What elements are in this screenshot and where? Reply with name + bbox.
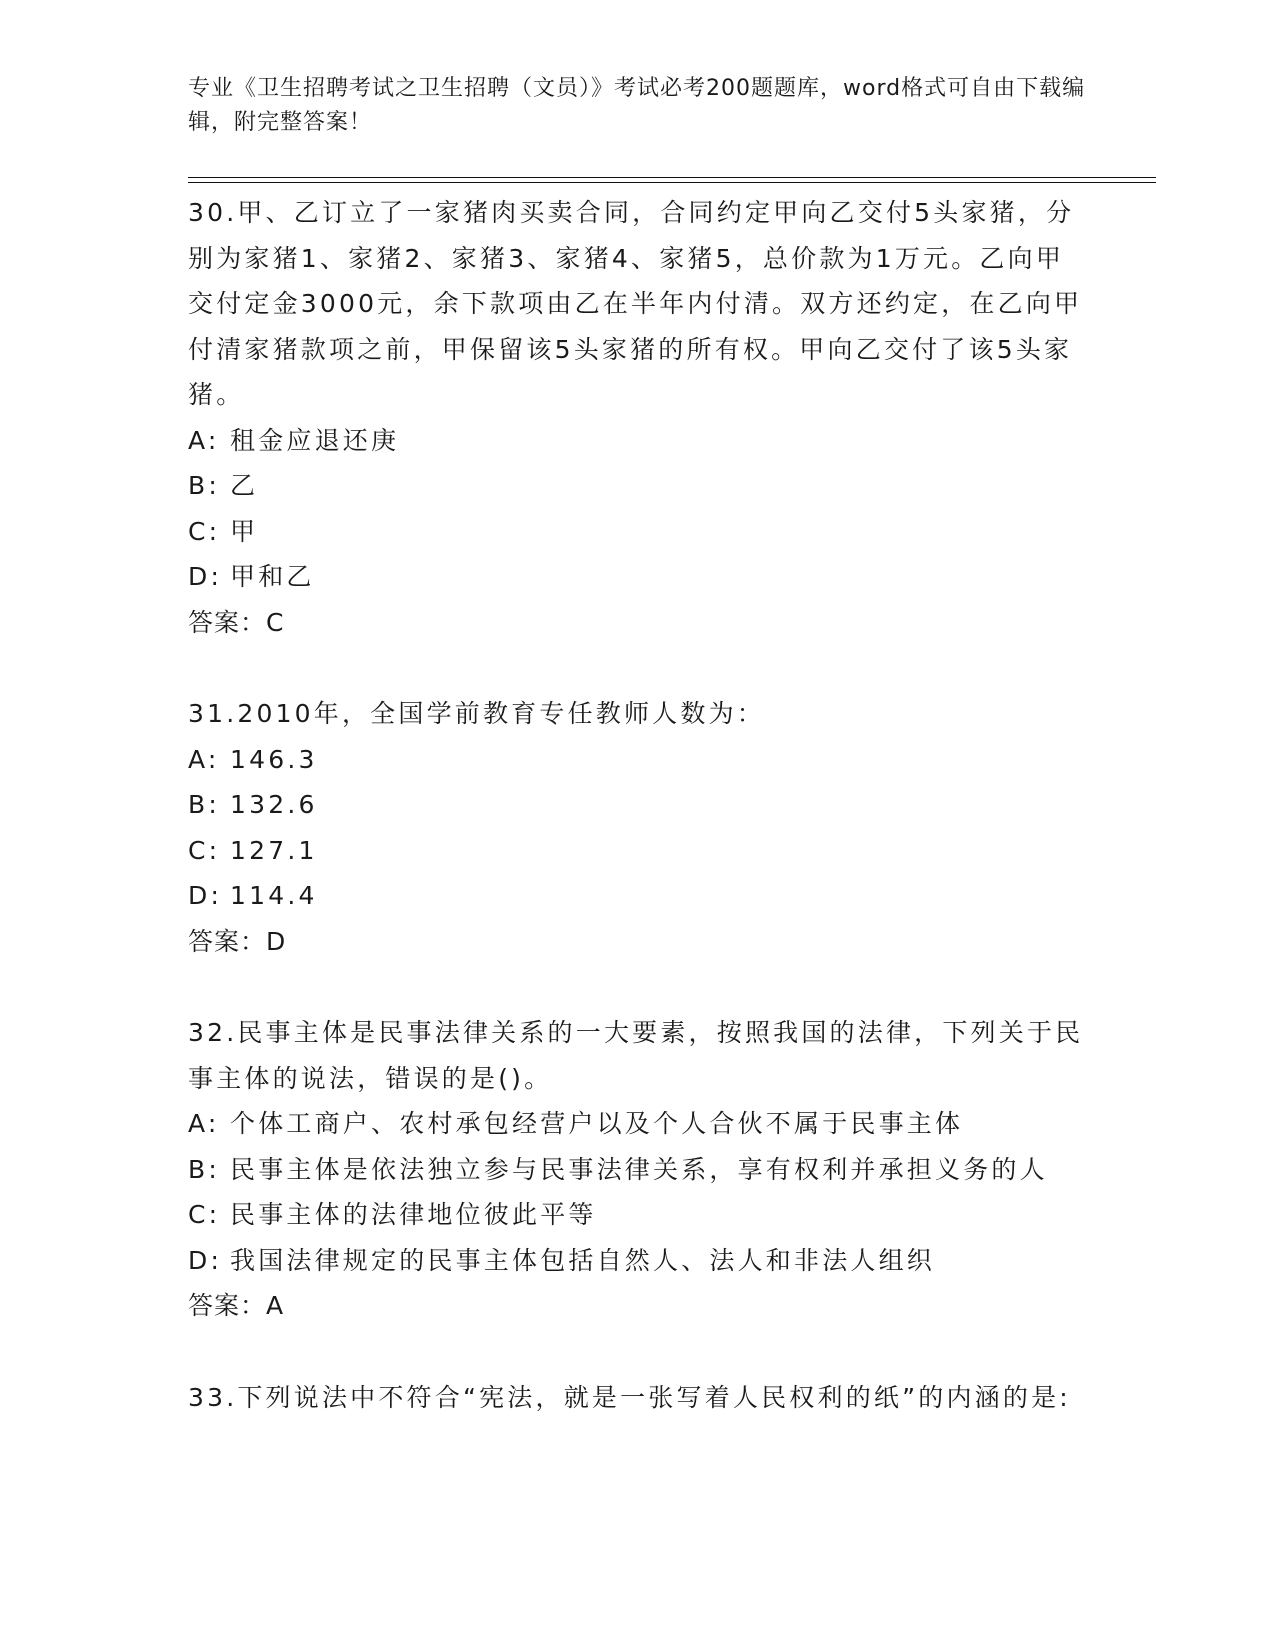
question-stem: 33.下列说法中不符合“宪法，就是一张写着人民权利的纸”的内涵的是: (188, 1382, 1071, 1412)
question-32 (188, 1010, 1088, 1329)
option-a (188, 1101, 1088, 1147)
option-b (188, 782, 1088, 828)
option-text: 我国法律规定的民事主体包括自然人、法人和非法人组织 (230, 1245, 936, 1275)
option-a (188, 418, 1088, 464)
option-c (188, 828, 1088, 874)
option-text: 132.6 (230, 790, 318, 819)
question-33 (188, 1375, 1088, 1421)
question-stem: 30.甲、乙订立了一家猪肉买卖合同，合同约定甲向乙交付5头家猪，分别为家猪1、家猪2、家猪3、家猪4、家猪5，总价款为1万元。乙向甲交付定金3000元，余下款项由乙在半年内付清。双方还约定，在乙向甲付清家猪款项之前，甲保留该5头家猪的所有权。甲向乙交付了该5头家猪。 (188, 198, 1083, 409)
question-list (188, 190, 1088, 1466)
header-divider-top (188, 177, 1156, 178)
question-30 (188, 190, 1088, 645)
option-key: C: (188, 1200, 221, 1229)
question-stem: 32.民事主体是民事法律关系的一大要素，按照我国的法律，下列关于民事主体的说法，错误的是()。 (188, 1018, 1084, 1093)
header-divider-bottom (188, 182, 1156, 183)
option-text: 民事主体的法律地位彼此平等 (230, 1200, 597, 1229)
option-c (188, 1192, 1088, 1238)
option-a (188, 737, 1088, 783)
option-key: B: (188, 471, 220, 500)
option-text: 租金应退还庚 (230, 425, 400, 455)
option-text: 个体工商户、农村承包经营户以及个人合伙不属于民事主体 (230, 1109, 964, 1138)
option-d (188, 554, 1088, 600)
option-text: 甲 (230, 516, 259, 546)
answer-line: 答案：D (188, 926, 287, 956)
option-key: C: (188, 516, 221, 546)
option-b (188, 1147, 1088, 1193)
option-key: A: (188, 1109, 220, 1138)
option-key: B: (188, 790, 220, 819)
option-key: B: (188, 1154, 220, 1184)
option-key: D: (188, 881, 223, 910)
question-31 (188, 691, 1088, 964)
option-key: A: (188, 425, 220, 455)
answer-line: 答案：C (188, 607, 285, 637)
option-c (188, 509, 1088, 555)
option-key: D: (188, 562, 223, 591)
option-text: 甲和乙 (230, 562, 315, 591)
option-text: 146.3 (230, 744, 318, 774)
question-stem: 31.2010年，全国学前教育专任教师人数为： (188, 699, 765, 728)
page-header: 专业《卫生招聘考试之卫生招聘（文员）》考试必考200题题库，word格式可自由下载编辑，附完整答案！ (188, 76, 1086, 135)
option-key: D: (188, 1245, 223, 1275)
option-key: A: (188, 744, 220, 774)
option-b (188, 463, 1088, 509)
option-text: 114.4 (230, 881, 318, 910)
option-text: 127.1 (230, 835, 318, 865)
option-text: 民事主体是依法独立参与民事法律关系，享有权利并承担义务的人 (230, 1154, 1048, 1184)
option-d (188, 873, 1088, 919)
option-d (188, 1238, 1088, 1284)
answer-line: 答案：A (188, 1291, 285, 1320)
option-key: C: (188, 835, 221, 865)
option-text: 乙 (230, 471, 259, 500)
